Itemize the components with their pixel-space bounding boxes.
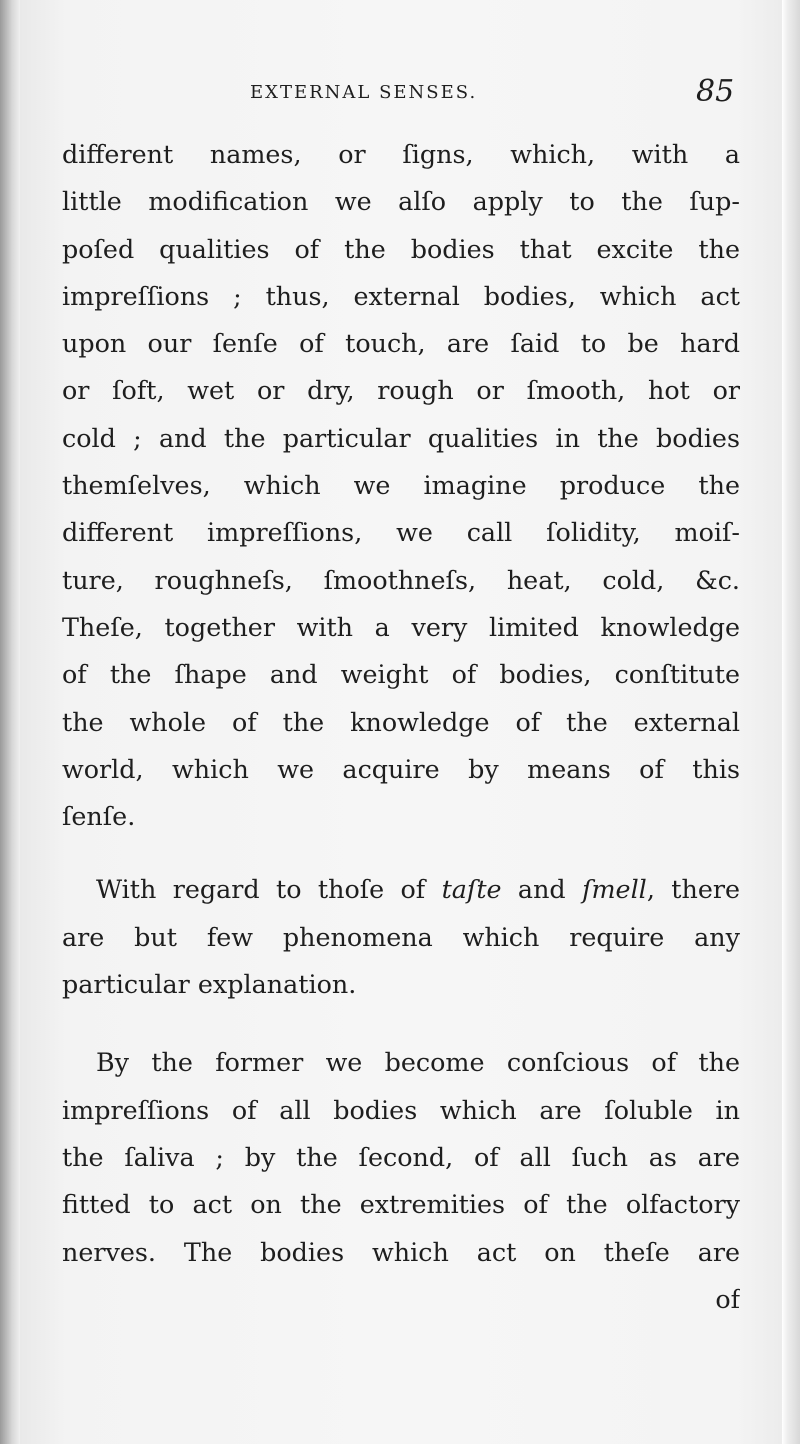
text-line: the ſaliva ; by the ſecond, of all ſuch as are [62,1141,740,1172]
text-line: themſelves, which we imagine produce the [62,470,740,501]
italic-word-smell: ſmell [582,874,647,905]
text-line: ſenſe. [62,801,136,832]
paragraph-2 [62,869,740,1011]
text-line: By the former we become conſcious of the [96,1047,740,1078]
paragraph-1 [62,134,740,843]
italic-word-taste: taſte [441,874,502,905]
text-line: poſed qualities of the bodies that excite the [62,233,740,264]
page-edge-shadow [782,0,800,1444]
catchword: of [715,1283,740,1314]
text-line: different impreſſions, we call ſolidity, moiſ- [62,517,740,548]
text-line: impreſſions ; thus, external bodies, which act [62,280,740,311]
text-line: little modification we alſo apply to the ſup- [62,186,740,217]
text-line: world, which we acquire by means of this [62,753,740,784]
text-run: and [501,874,583,905]
running-head: EXTERNAL SENSES. [250,82,478,103]
page-gutter-shadow [0,0,20,1444]
text-line: nerves. The bodies which act on theſe are [62,1236,740,1267]
text-line: upon our ſenſe of touch, are ſaid to be hard [62,328,740,359]
page-number: 85 [696,74,735,109]
text-line: fitted to act on the extremities of the olfactory [62,1189,740,1220]
text-line: particular explanation. [62,969,357,1000]
text-line: different names, or ſigns, which, with a [62,139,740,169]
text-line: of the ſhape and weight of bodies, conſtitute [62,659,740,690]
page-header [20,74,782,114]
paragraph-3 [62,1042,740,1326]
text-line: cold ; and the particular qualities in the bodies [62,422,740,453]
text-line: the whole of the knowledge of the external [62,706,740,737]
text-run: With regard to thoſe of [96,874,442,905]
book-page [20,0,782,1444]
text-line: impreſſions of all bodies which are ſoluble in [62,1094,740,1125]
text-line [62,869,740,916]
body-text [62,134,740,1326]
text-run: , there [646,874,740,905]
text-line: Theſe, together with a very limited knowledge [62,611,740,642]
text-line: or ſoft, wet or dry, rough or ſmooth, hot or [62,375,740,406]
text-line: ture, roughneſs, ſmoothneſs, heat, cold, &c. [62,564,740,595]
text-line: are but few phenomena which require any [62,921,740,952]
